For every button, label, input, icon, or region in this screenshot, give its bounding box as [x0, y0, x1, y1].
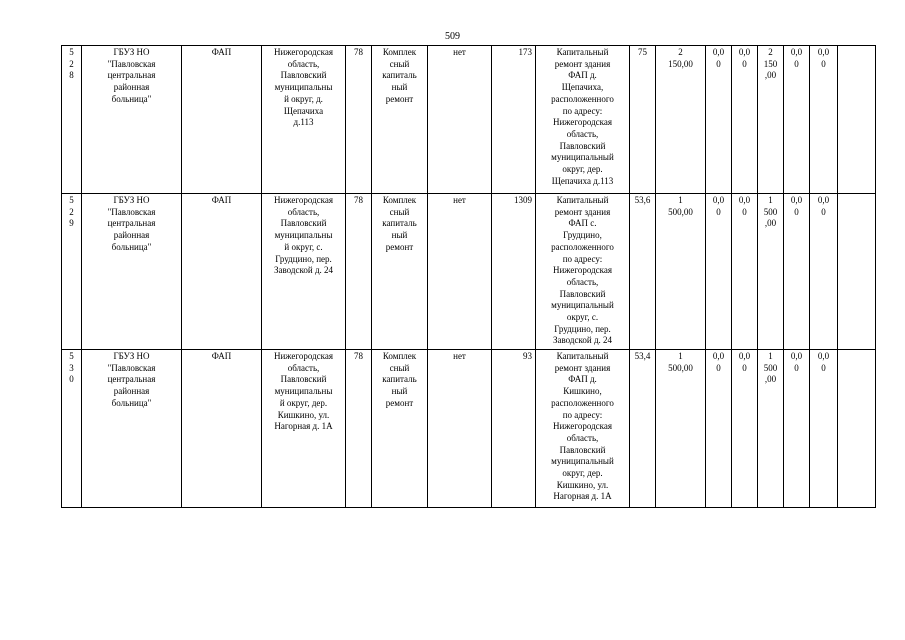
facility-type: ФАП — [182, 194, 262, 350]
table-row — [62, 46, 876, 194]
facility-type: ФАП — [182, 350, 262, 508]
description: Капитальный ремонт здания ФАП д. Щепачиха, расположенного по адресу: Нижегородская область, Павловский муниципальный округ, дер. Щепачиха д.113 — [536, 46, 630, 194]
work-type: Комплек сный капиталь ный ремонт — [372, 350, 428, 508]
total-amount: 2 150,00 — [656, 46, 706, 194]
flag: нет — [428, 194, 492, 350]
page-number: 509 — [445, 31, 460, 42]
area: 53,6 — [630, 194, 656, 350]
address: Нижегородская область, Павловский муниципальны й округ, с. Грудцино, пер. Заводской д. 24 — [262, 194, 346, 350]
amount-6 — [838, 194, 876, 350]
row-number: 5 2 8 — [62, 46, 82, 194]
area: 53,4 — [630, 350, 656, 508]
amount-1: 0,0 0 — [706, 46, 732, 194]
address: Нижегородская область, Павловский муниципальны й округ, д. Щепачиха д.113 — [262, 46, 346, 194]
number-value: 173 — [492, 46, 536, 194]
flag: нет — [428, 46, 492, 194]
amount-6 — [838, 350, 876, 508]
amount-2: 0,0 0 — [732, 46, 758, 194]
row-number: 5 2 9 — [62, 194, 82, 350]
organization: ГБУЗ НО "Павловская центральная районная больница" — [82, 350, 182, 508]
amount-3: 2 150 ,00 — [758, 46, 784, 194]
total-amount: 1 500,00 — [656, 194, 706, 350]
organization: ГБУЗ НО "Павловская центральная районная больница" — [82, 194, 182, 350]
address: Нижегородская область, Павловский муниципальны й округ, дер. Кишкино, ул. Нагорная д. 1А — [262, 350, 346, 508]
amount-5: 0,0 0 — [810, 350, 838, 508]
amount-4: 0,0 0 — [784, 194, 810, 350]
amount-5: 0,0 0 — [810, 194, 838, 350]
description: Капитальный ремонт здания ФАП с. Грудцино, расположенного по адресу: Нижегородская область, Павловский муниципальный округ, с. Грудцино, пер. Заводской д. 24 — [536, 194, 630, 350]
amount-3: 1 500 ,00 — [758, 350, 784, 508]
facility-type: ФАП — [182, 46, 262, 194]
table-row — [62, 194, 876, 350]
area: 75 — [630, 46, 656, 194]
data-table — [61, 45, 876, 508]
total-amount: 1 500,00 — [656, 350, 706, 508]
work-type: Комплек сный капиталь ный ремонт — [372, 46, 428, 194]
code: 78 — [346, 46, 372, 194]
number-value: 93 — [492, 350, 536, 508]
amount-2: 0,0 0 — [732, 350, 758, 508]
amount-4: 0,0 0 — [784, 46, 810, 194]
amount-2: 0,0 0 — [732, 194, 758, 350]
amount-5: 0,0 0 — [810, 46, 838, 194]
amount-1: 0,0 0 — [706, 350, 732, 508]
number-value: 1309 — [492, 194, 536, 350]
amount-6 — [838, 46, 876, 194]
amount-3: 1 500 ,00 — [758, 194, 784, 350]
row-number: 5 3 0 — [62, 350, 82, 508]
amount-4: 0,0 0 — [784, 350, 810, 508]
work-type: Комплек сный капиталь ный ремонт — [372, 194, 428, 350]
table-row — [62, 350, 876, 508]
organization: ГБУЗ НО "Павловская центральная районная больница" — [82, 46, 182, 194]
flag: нет — [428, 350, 492, 508]
description: Капитальный ремонт здания ФАП д. Кишкино, расположенного по адресу: Нижегородская область, Павловский муниципальный округ, дер. Кишкино, ул. Нагорная д. 1А — [536, 350, 630, 508]
code: 78 — [346, 350, 372, 508]
code: 78 — [346, 194, 372, 350]
amount-1: 0,0 0 — [706, 194, 732, 350]
